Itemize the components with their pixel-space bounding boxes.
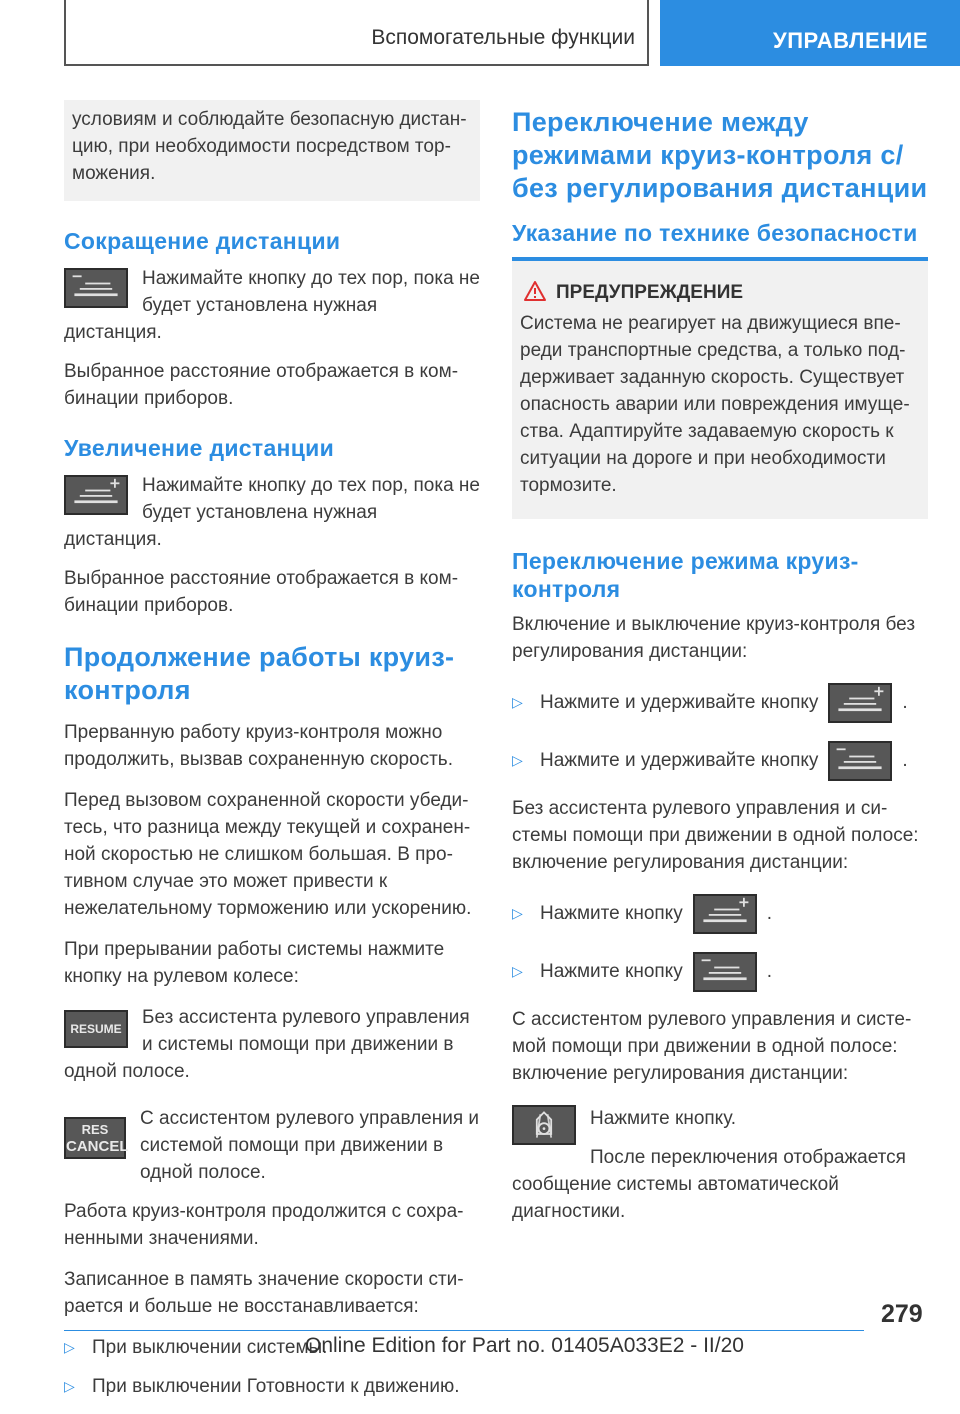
res-cancel-line2: CANCEL [66,1138,129,1155]
hold-text: Нажмите и удерживайте кнопку [540,692,819,714]
reduce-distance-row [64,265,480,346]
hold-button-list [512,683,928,781]
increase-distance-heading: Увеличение дистанции [64,435,335,461]
res-cancel-line1: RES [81,1122,109,1137]
triangle-bullet-icon: ▷ [512,905,523,921]
press-text: Нажмите кнопку [540,961,683,983]
switch-intro: Включение и выключение круиз-контроля без регулирования дистанции: [512,614,916,662]
list-item [512,952,928,992]
increase-distance-text: Нажимайте кнопку до тех пор, пока не будет установлена нужная дистанция. [64,475,480,550]
warning-box [512,257,928,519]
resume-button-text: Без ассистента рулевого управления и системы помощи при движении в одной полосе. [64,1007,470,1082]
resume-button-label: RESUME [70,1022,122,1036]
list-item [512,683,928,723]
period: . [766,903,772,925]
distance-decrease-icon [693,952,757,992]
reduce-distance-heading: Сокращение дистанции [64,228,341,254]
list-item [512,741,928,781]
triangle-bullet-icon: ▷ [64,1339,75,1355]
increase-distance-after: Выбранное расстояние отображается в комбинации приборов. [64,568,459,616]
lane-button-row [512,1101,928,1132]
footer-edition: Online Edition for Part no. 01405A033E2 - II/20 [305,1334,744,1357]
switch-cruise-heading: Переключение режима круиз-контроля [512,548,859,602]
triangle-bullet-icon: ▷ [512,694,523,710]
res-cancel-text: С ассистентом рулевого управления и системой помощи при движении в одной полосе. [140,1108,480,1183]
switch-p2: Без ассистента рулевого управления и системы помощи при движении в одной полосе: включение регулирования дистанции: [512,798,919,873]
header-section-label: УПРАВЛЕНИЕ [773,28,928,53]
increase-distance-row [64,472,480,553]
page-number: 279 [881,1300,923,1328]
list-item [64,1373,480,1400]
resume-p4: Работа круиз-контроля продолжится с сохраненными значениями. [64,1201,464,1249]
lane-assist-icon [512,1105,576,1145]
distance-increase-icon [64,475,128,515]
switch-p3: С ассистентом рулевого управления и системой помощи при движении в одной полосе: включение регулирования дистанции: [512,1009,912,1084]
resume-button-icon [64,1010,128,1048]
list-item [512,894,928,934]
note-text: условиям и соблюдайте безопасную дистанцию, при необходимости посредством торможения. [72,109,467,184]
lane-text: Нажмите кнопку. [590,1108,737,1129]
reduce-distance-text: Нажимайте кнопку до тех пор, пока не будет установлена нужная дистанция. [64,268,480,343]
res-cancel-button-icon [64,1117,129,1159]
distance-decrease-icon [64,268,128,308]
warning-text: Система не реагирует на движущиеся впереди транспортные средства, а только поддерживает заданную скорость. Существует опасность аварии или повреждения имущества. Адаптируйте задаваемую скорость к ситуации на дороге и при необходимости тормозите. [520,313,910,496]
distance-increase-icon [693,894,757,934]
triangle-bullet-icon: ▷ [512,963,523,979]
resume-heading: Продолжение работы круиз-контроля [64,642,455,705]
resume-p3: При прерывании работы системы нажмите кнопку на рулевом колесе: [64,939,445,987]
switch-modes-heading: Переключение между режимами круиз-контроля с/без регулирования дистанции [512,107,928,203]
press-text: Нажмите кнопку [540,903,683,925]
header-title: Вспомогательные функции [371,26,635,49]
distance-decrease-icon [828,741,892,781]
period: . [902,692,908,714]
warning-title-row [520,281,920,304]
triangle-bullet-icon: ▷ [64,1378,75,1394]
triangle-bullet-icon: ▷ [512,752,523,768]
resume-p1: Прерванную работу круиз-контроля можно продолжить, вызвав сохраненную скорость. [64,722,453,770]
resume-button-row [64,1004,480,1085]
reduce-distance-after: Выбранное расстояние отображается в комбинации приборов. [64,361,459,409]
right-column [512,106,928,1239]
resume-p5: Записанное в память значение скорости стирается и больше не восстанавливается: [64,1269,464,1317]
warning-triangle-icon [524,281,546,301]
continued-note [64,100,480,201]
bullet-text: При выключении системы. [92,1337,328,1358]
bullet-text: При выключении Готовности к движению. [92,1376,460,1397]
rescancel-button-row [64,1105,480,1186]
switch-p4: После переключения отображается сообщение системы автоматической диагностики. [512,1147,906,1222]
distance-increase-icon [828,683,892,723]
period: . [766,961,772,983]
press-button-list [512,894,928,992]
header-title-box [64,0,649,66]
left-column [64,100,480,1414]
period: . [902,750,908,772]
resume-p2: Перед вызовом сохраненной скорости убедитесь, что разница между текущей и сохраненной скоростью не слишком большая. В противном случае это может привести к нежелательному торможению или ускорению. [64,790,472,919]
footer-divider [64,1330,864,1331]
safety-heading: Указание по технике безопасности [512,220,918,246]
hold-text: Нажмите и удерживайте кнопку [540,750,819,772]
warning-title: ПРЕДУПРЕЖДЕНИЕ [556,282,744,303]
header-section-tab [660,0,960,66]
page-header [0,0,960,66]
